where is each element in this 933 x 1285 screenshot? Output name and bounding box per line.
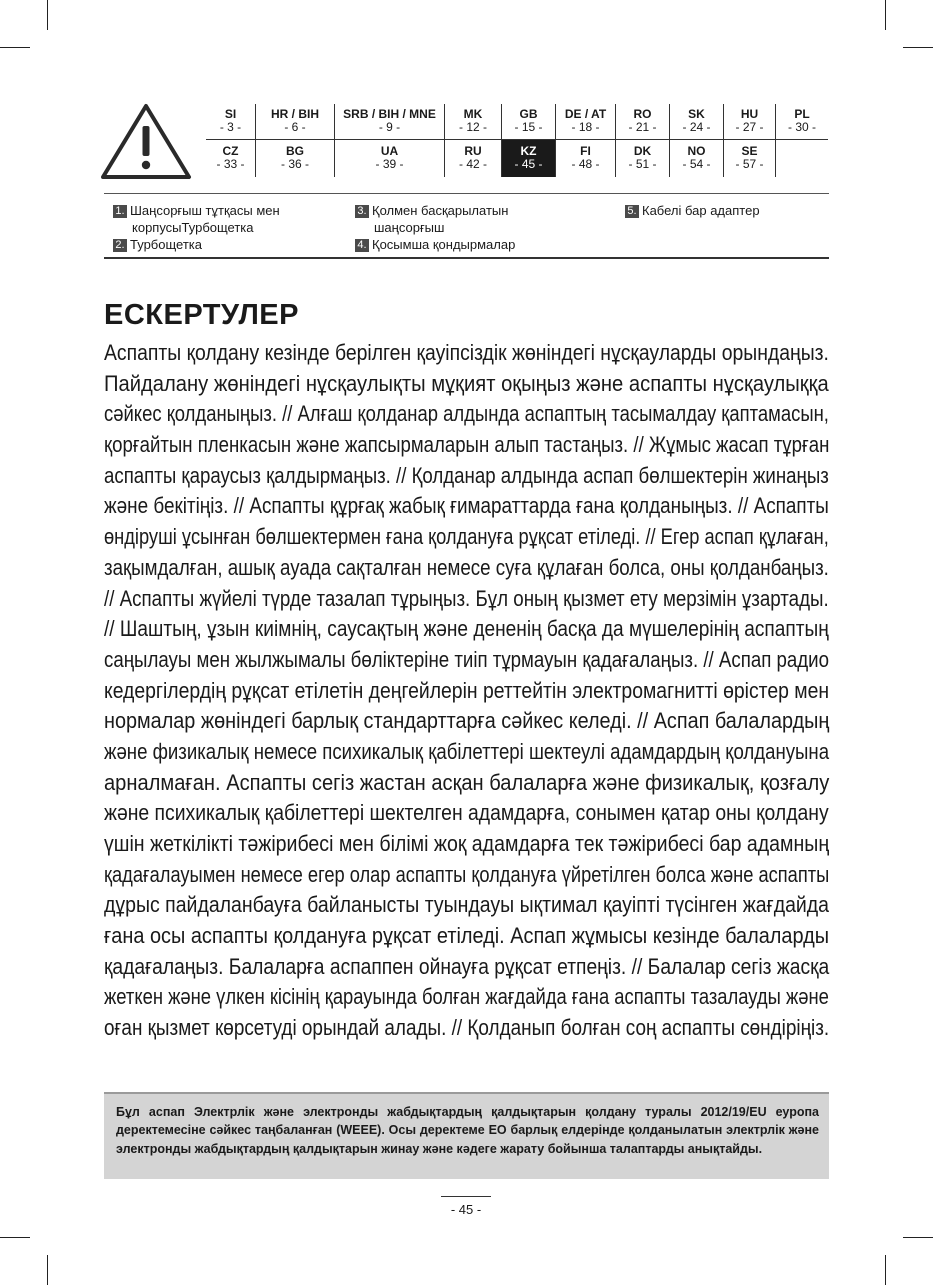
crop-mark (47, 1255, 48, 1285)
language-cell-active[interactable]: KZ - 45 - (502, 140, 556, 178)
body-line: оған қызмет көрсетуді орындай алады. // Қолданып болған соң аспапты сөндіріңіз. (104, 1015, 830, 1041)
body-line: өндіруші ұсынған бөлшектермен ғана қолдануға рұқсат етіледі. // Егер аспап құлаған, (104, 524, 829, 550)
part-label: Кабелі бар адаптер (642, 203, 760, 218)
language-cell[interactable]: DK - 51 - (616, 140, 670, 178)
body-line: Пайдалану жөніндегі нұсқаулықты мұқият оқыңыз және аспапты нұсқаулыққа (104, 370, 829, 396)
part-label-cont: шаңсорғыш (374, 220, 445, 235)
language-cell[interactable]: UA - 39 - (335, 140, 445, 178)
language-cell[interactable]: CZ - 33 - (206, 140, 256, 178)
weee-notice (104, 1092, 829, 1179)
body-line: // Шаштың, ұзын киімнің, саусақтың және дененің басқа да мүшелерінің аспаптың (104, 616, 829, 642)
weee-text: Бұл аспап Электрлік және электронды жабдықтардың қалдықтарын қолдану туралы 2012/19/EU еуропа деректемесіне сәйкес таңбаланған (WEEE). Осы деректеме ЕО барлық елдерінде қолданылатын электрлік және электронды жабдықтардың қалдықтарын жинау және кәдеге жарату бойынша талаптарды анықтайды. (116, 1105, 819, 1156)
body-line: жеткен және үлкен кісінің қарауында болған жағдайда ғана аспапты тазалауды және (104, 984, 829, 1010)
body-line: ғана осы аспапты қолдануға рұқсат етіледі. Аспап жұмысы кезінде балаларды (104, 923, 830, 949)
language-row (206, 104, 828, 140)
crop-mark (0, 1237, 30, 1238)
language-cell[interactable]: RO - 21 - (616, 104, 670, 140)
language-cell[interactable]: SI - 3 - (206, 104, 256, 140)
part-5 (625, 202, 760, 219)
part-number-badge: 2. (113, 239, 127, 252)
part-number-badge: 4. (355, 239, 369, 252)
language-cell[interactable]: SRB / BIH / MNE - 9 - (335, 104, 445, 140)
part-3 (355, 202, 508, 236)
warning-triangle-icon (100, 102, 192, 180)
body-line: нормалар жөніндегі барлық стандарттарға сәйкес келеді. // Аспап балалардың (104, 708, 830, 734)
body-line: үшін жеткілікті тәжірибесі мен білімі жоқ адамдарға тек тәжірибесі бар адамның (104, 831, 830, 856)
body-line: саңылауы мен жылжымалы бөліктеріне тиіп тұрмауын қадағалаңыз. // Аспап радио (104, 646, 830, 672)
part-label: Қосымша қондырмалар (372, 237, 516, 252)
language-cell[interactable]: HU - 27 - (724, 104, 776, 140)
language-cell[interactable]: NO - 54 - (670, 140, 724, 178)
language-cell[interactable]: MK - 12 - (445, 104, 502, 140)
part-label: Турбощетка (130, 237, 202, 252)
body-line: аспапты қараусыз қалдырмаңыз. // Қолданар алдында аспап бөлшектерін жинаңыз (104, 462, 829, 488)
crop-mark (903, 47, 933, 48)
legend-divider (104, 257, 829, 259)
body-line: Аспапты қолдану кезінде берілген қауіпсіздік жөніндегі нұсқауларды орындаңыз. (104, 340, 829, 365)
body-line: және физикалық немесе психикалық қабілеттері шектеулі адамдардың қолдануына (104, 738, 830, 764)
part-1 (113, 202, 280, 236)
page-number-rule (441, 1196, 491, 1197)
body-line: қорғайтын пленкасын және жапсырмаларын алып тастаңыз. // Жұмыс жасап тұрған (104, 432, 830, 458)
part-number-badge: 1. (113, 205, 127, 218)
body-line: кедергілердің рұқсат етілетін деңгейлерін реттейтін электромагнитті өрістер мен (104, 677, 830, 703)
body-line: және психикалық қабілеттері шектелген адамдарға, сонымен қатар оны қолдану (104, 800, 829, 826)
language-row (206, 140, 828, 178)
body-line: арналмаған. Аспапты сегіз жастан асқан балаларға және физикалық, қозғалу (104, 769, 830, 795)
part-number-badge: 5. (625, 205, 639, 218)
language-page-table (206, 104, 828, 177)
language-cell[interactable]: SE - 57 - (724, 140, 776, 178)
language-cell[interactable]: GB - 15 - (502, 104, 556, 140)
part-label: Қолмен басқарылатын (372, 203, 509, 218)
part-number-badge: 3. (355, 205, 369, 218)
language-cell[interactable]: RU - 42 - (445, 140, 502, 178)
language-cell[interactable]: HR / BIH - 6 - (256, 104, 335, 140)
language-cell[interactable]: BG - 36 - (256, 140, 335, 178)
legend-divider (104, 193, 829, 194)
crop-mark (903, 1237, 933, 1238)
body-line: // Аспапты жүйелі түрде тазалап тұрыңыз. Бұл оның қызмет ету мерзімін ұзартады. (104, 585, 829, 611)
language-cell[interactable]: FI - 48 - (556, 140, 616, 178)
part-label: Шаңсорғыш тұтқасы мен (130, 203, 280, 218)
crop-mark (0, 47, 30, 48)
section-heading: ЕСКЕРТУЛЕР (104, 299, 299, 331)
crop-mark (885, 0, 886, 30)
part-4 (355, 236, 515, 253)
language-cell-empty (776, 140, 829, 178)
body-line: қадағалауымен немесе егер олар аспапты қолдануға үйретілген болса және аспапты (104, 861, 830, 887)
language-cell[interactable]: SK - 24 - (670, 104, 724, 140)
crop-mark (47, 0, 48, 30)
body-line: және бекітіңіз. // Аспапты құрғақ жабық ғимараттарда ғана қолданыңыз. // Аспапты (104, 493, 829, 519)
crop-mark (885, 1255, 886, 1285)
language-cell[interactable]: PL - 30 - (776, 104, 829, 140)
warnings-body (104, 338, 829, 1044)
body-line: зақымдалған, ашық ауада сақталған немесе суға құлаған болса, оны қолданбаңыз. (104, 554, 829, 580)
language-cell[interactable]: DE / AT - 18 - (556, 104, 616, 140)
page-number: - 45 - (450, 1202, 482, 1217)
body-line: қадағалаңыз. Балаларға аспаппен ойнауға рұқсат етпеңіз. // Балалар сегіз жасқа (104, 953, 830, 979)
body-line: дұрыс пайдаланбауға байланысты туындауы ықтимал қауіпті түсінген жағдайда (104, 892, 830, 918)
body-line: сәйкес қолданыңыз. // Алғаш қолданар алдында аспаптың тасымалдау қаптамасын, (104, 401, 829, 427)
part-label-cont: корпусыТурбощетка (132, 220, 254, 235)
part-2 (113, 236, 202, 253)
